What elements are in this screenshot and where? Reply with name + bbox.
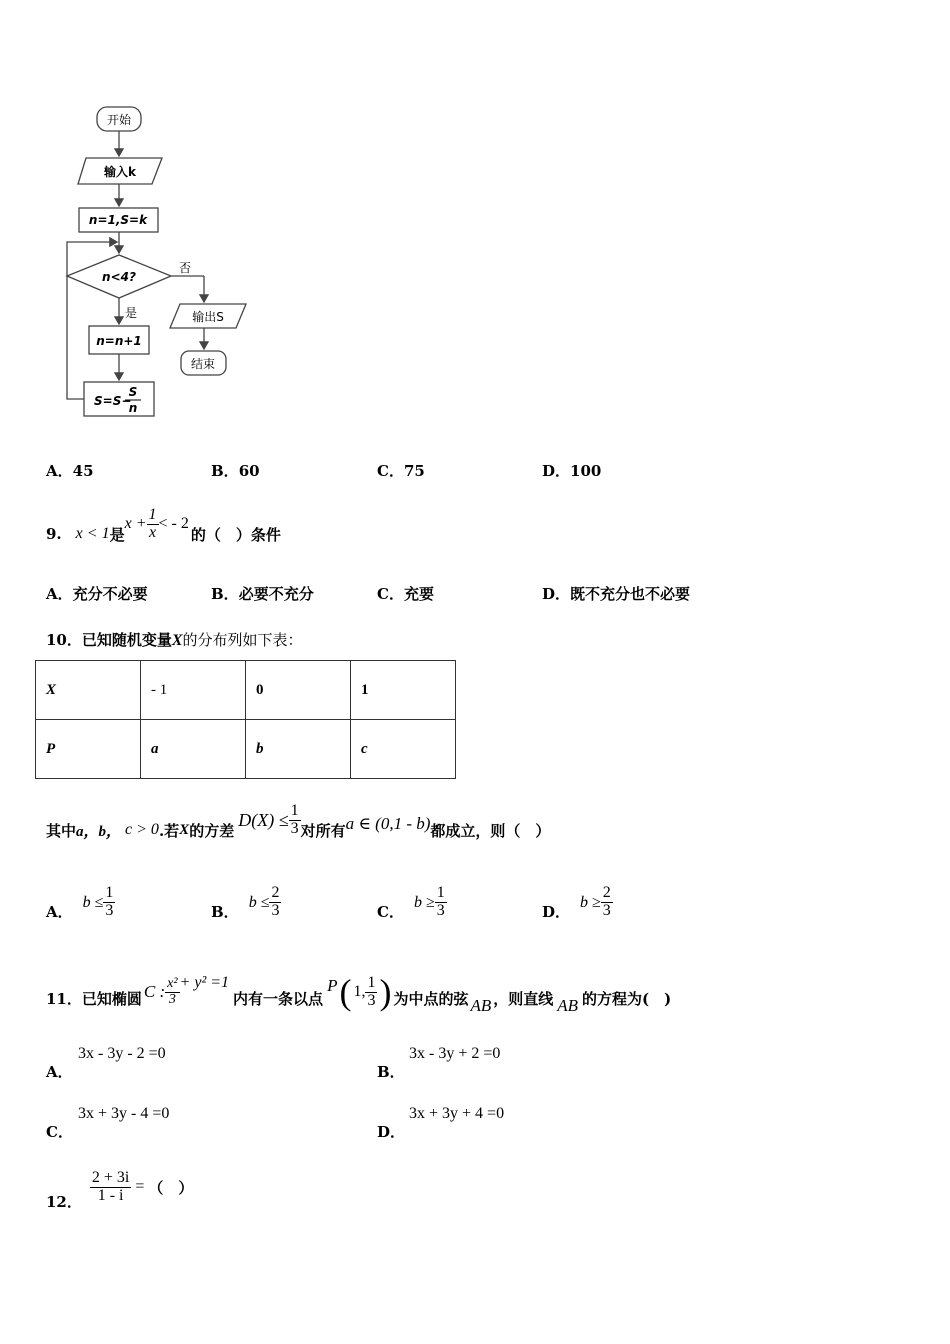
table-cell: a <box>141 720 246 779</box>
table-cell: c <box>351 720 456 779</box>
flowchart-output-label: 输出S <box>192 310 224 324</box>
q9-option-d[interactable]: D．既不充分也不必要 <box>542 585 691 603</box>
flowchart-start-label: 开始 <box>106 113 132 127</box>
q9-stem <box>46 499 281 569</box>
q8-option-c[interactable]: C．75 <box>377 462 425 480</box>
table-cell: X <box>36 661 141 720</box>
q9-expr: x + $\frac{1}{x}$ < - 2 <box>124 505 189 541</box>
flowchart-inc-label: n=n+1 <box>96 334 142 348</box>
q10-condition: 其中 a，b， c > 0 .若 X 的方差 D(X) ≤ $\frac{1}{3}$ 对所有 a ∈ (0,1 - b) 都成立，则（ ） <box>46 801 551 840</box>
flowchart-init-label: n=1,S=k <box>88 213 148 227</box>
table-row <box>36 720 456 779</box>
q11-option-a[interactable]: A． 3x - 3y - 2 =0 <box>46 1045 166 1081</box>
table-cell: P <box>36 720 141 779</box>
flowchart-update-num: S <box>128 385 138 399</box>
q10-option-b[interactable]: B． b ≤ $\frac{2}{3}$ <box>211 884 280 921</box>
q8-option-a[interactable]: A．45 <box>46 462 94 480</box>
table-cell: - 1 <box>141 661 246 720</box>
q9-option-c[interactable]: C．充要 <box>377 585 434 603</box>
flowchart-cond-label: n<4? <box>102 270 136 284</box>
q11-point-expr: P ( 1, $\frac{1}{3}$ ) <box>327 972 392 1012</box>
q9-stem-tail: 的（ ）条件 <box>190 525 281 544</box>
table-cell: b <box>246 720 351 779</box>
flowchart <box>60 100 260 425</box>
q9-number: 9. <box>46 525 62 543</box>
q9-option-a[interactable]: A．充分不必要 <box>46 585 148 603</box>
q12-fraction: $\frac{2 + 3i}{1 - i}$ <box>91 1168 130 1204</box>
table-cell: 0 <box>246 661 351 720</box>
q8-option-d[interactable]: D．100 <box>542 462 602 480</box>
q10-variance-expr: D(X) ≤ $\frac{1}{3}$ <box>238 801 299 837</box>
q9-is: 是 <box>109 525 125 544</box>
distribution-table <box>35 660 456 779</box>
table-row <box>36 661 456 720</box>
q8-option-b[interactable]: B．60 <box>211 462 260 480</box>
q10-option-d[interactable]: D． b ≥ $\frac{2}{3}$ <box>542 884 611 921</box>
q11-stem: 11．已知椭圆 C : $\frac{\text{x²}}{3}$ + y² =1 内有一条以点 P ( 1, $\frac{1}{3}$ ) 为中点的弦 AB ，则直线 AB 的方程为( ) <box>46 972 672 1015</box>
q10-option-a[interactable]: A． b ≤ $\frac{1}{3}$ <box>46 884 114 921</box>
q9-cond-a: x < 1 <box>75 525 110 542</box>
table-cell: 1 <box>351 661 456 720</box>
q10-option-c[interactable]: C． b ≥ $\frac{1}{3}$ <box>377 884 445 921</box>
q11-option-c[interactable]: C． 3x + 3y - 4 =0 <box>46 1105 170 1141</box>
flowchart-input-label: 输入k <box>104 165 136 179</box>
q12-stem: 12． $\frac{2 + 3i}{1 - i}$ = （ ） <box>46 1168 194 1211</box>
flowchart-update-lhs: S=S− <box>94 394 132 408</box>
flowchart-no-label: 否 <box>179 261 192 275</box>
q11-option-d[interactable]: D． 3x + 3y + 4 =0 <box>377 1105 505 1141</box>
q10-stem: 10．已知随机变量X的分布列如下表： <box>46 631 303 649</box>
q11-option-b[interactable]: B． 3x - 3y + 2 =0 <box>377 1045 501 1081</box>
flowchart-update-den: n <box>128 401 138 415</box>
q11-ellipse-expr: C : $\frac{\text{x²}}{3}$ + y² =1 <box>143 974 230 1007</box>
flowchart-yes-label: 是 <box>125 306 138 320</box>
flowchart-end-label: 结束 <box>190 357 216 371</box>
q9-option-b[interactable]: B．必要不充分 <box>211 585 314 603</box>
